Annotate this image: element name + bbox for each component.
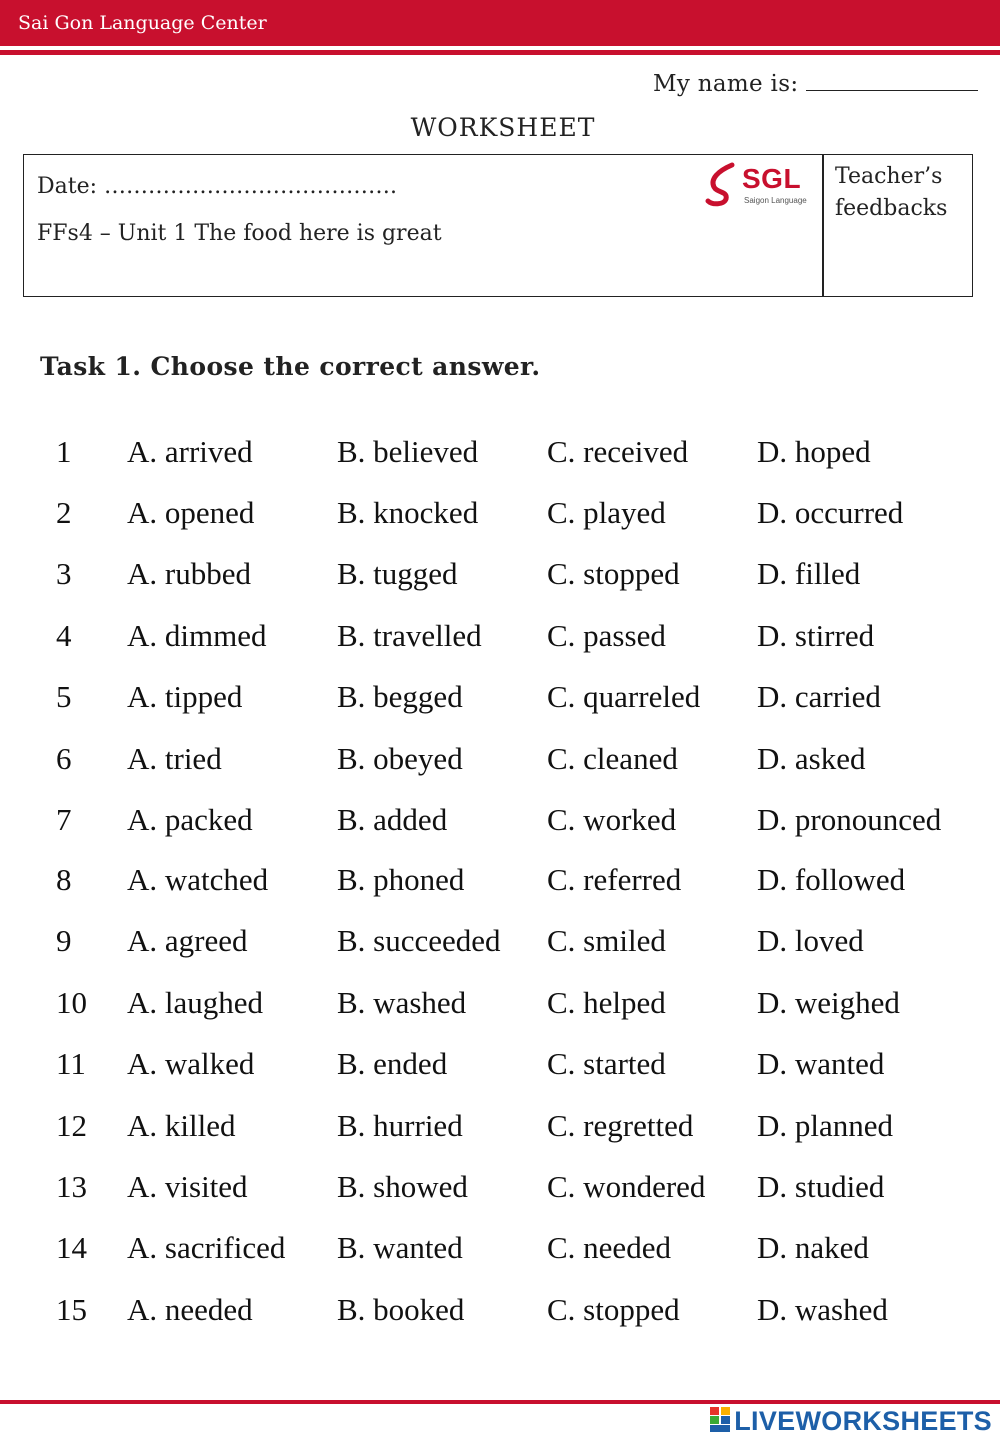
question-number: 2 (56, 495, 72, 530)
header-bar (0, 0, 1000, 46)
option-b[interactable]: B. ended (337, 1046, 448, 1081)
question-row (0, 985, 1000, 1035)
page-title: WORKSHEET (410, 113, 596, 142)
option-b[interactable]: B. booked (337, 1292, 465, 1327)
option-d[interactable]: D. weighed (757, 985, 900, 1020)
liveworksheets-icon (710, 1407, 732, 1433)
option-b[interactable]: B. begged (337, 679, 463, 714)
option-c[interactable]: C. worked (547, 802, 677, 837)
option-d[interactable]: D. wanted (757, 1046, 885, 1081)
option-b[interactable]: B. showed (337, 1169, 468, 1204)
info-box-divider (822, 155, 824, 296)
option-c[interactable]: C. cleaned (547, 741, 678, 776)
option-a[interactable]: A. opened (127, 495, 255, 530)
question-row (0, 556, 1000, 606)
sgl-logo-icon (702, 161, 742, 207)
question-number: 13 (56, 1169, 87, 1204)
footer-divider (0, 1400, 1000, 1404)
option-c[interactable]: C. stopped (547, 1292, 680, 1327)
option-a[interactable]: A. laughed (127, 985, 264, 1020)
question-row (0, 679, 1000, 729)
question-number: 3 (56, 556, 72, 591)
question-number: 11 (56, 1046, 86, 1081)
option-d[interactable]: D. pronounced (757, 802, 942, 837)
header-divider (0, 50, 1000, 55)
option-d[interactable]: D. loved (757, 923, 864, 958)
option-d[interactable]: D. asked (757, 741, 866, 776)
option-c[interactable]: C. stopped (547, 556, 680, 591)
question-row (0, 1230, 1000, 1280)
option-a[interactable]: A. visited (127, 1169, 248, 1204)
option-a[interactable]: A. needed (127, 1292, 253, 1327)
option-b[interactable]: B. knocked (337, 495, 479, 530)
option-b[interactable]: B. obeyed (337, 741, 463, 776)
option-d[interactable]: D. stirred (757, 618, 875, 653)
center-name: Sai Gon Language Center (18, 12, 267, 34)
option-d[interactable]: D. followed (757, 862, 906, 897)
question-number: 1 (56, 434, 72, 469)
option-b[interactable]: B. wanted (337, 1230, 463, 1265)
date-field: Date: …………………………………. (37, 174, 398, 199)
option-d[interactable]: D. planned (757, 1108, 894, 1143)
option-b[interactable]: B. believed (337, 434, 479, 469)
question-number: 10 (56, 985, 87, 1020)
option-c[interactable]: C. regretted (547, 1108, 694, 1143)
option-b[interactable]: B. tugged (337, 556, 458, 591)
option-c[interactable]: C. played (547, 495, 666, 530)
question-row (0, 1292, 1000, 1342)
option-c[interactable]: C. needed (547, 1230, 671, 1265)
name-field (653, 70, 978, 97)
option-a[interactable]: A. packed (127, 802, 253, 837)
option-c[interactable]: C. started (547, 1046, 666, 1081)
question-row (0, 802, 1000, 852)
option-a[interactable]: A. watched (127, 862, 269, 897)
option-a[interactable]: A. walked (127, 1046, 255, 1081)
question-number: 14 (56, 1230, 87, 1265)
option-a[interactable]: A. arrived (127, 434, 253, 469)
question-row (0, 923, 1000, 973)
logo-subtext: Saigon Language (744, 196, 807, 205)
option-c[interactable]: C. passed (547, 618, 666, 653)
option-a[interactable]: A. dimmed (127, 618, 267, 653)
sgl-logo (702, 161, 814, 209)
option-d[interactable]: D. carried (757, 679, 881, 714)
option-d[interactable]: D. occurred (757, 495, 904, 530)
option-c[interactable]: C. smiled (547, 923, 666, 958)
option-d[interactable]: D. naked (757, 1230, 869, 1265)
option-b[interactable]: B. hurried (337, 1108, 463, 1143)
info-box (23, 154, 973, 297)
question-row (0, 1108, 1000, 1158)
question-number: 12 (56, 1108, 87, 1143)
option-b[interactable]: B. succeeded (337, 923, 501, 958)
option-b[interactable]: B. travelled (337, 618, 482, 653)
option-d[interactable]: D. studied (757, 1169, 885, 1204)
teacher-feedback-label: Teacher’s feedbacks (835, 164, 948, 221)
brand-text: LIVEWORKSHEETS (734, 1406, 992, 1436)
question-row (0, 495, 1000, 545)
option-a[interactable]: A. rubbed (127, 556, 251, 591)
option-d[interactable]: D. washed (757, 1292, 888, 1327)
option-a[interactable]: A. tipped (127, 679, 243, 714)
option-c[interactable]: C. helped (547, 985, 666, 1020)
question-number: 7 (56, 802, 72, 837)
option-c[interactable]: C. received (547, 434, 689, 469)
question-row (0, 434, 1000, 484)
option-c[interactable]: C. quarreled (547, 679, 701, 714)
question-number: 8 (56, 862, 72, 897)
option-d[interactable]: D. hoped (757, 434, 871, 469)
liveworksheets-brand[interactable] (710, 1406, 992, 1440)
logo-text: SGL (742, 163, 802, 194)
question-number: 9 (56, 923, 72, 958)
name-blank[interactable] (806, 70, 978, 91)
option-a[interactable]: A. killed (127, 1108, 236, 1143)
option-b[interactable]: B. phoned (337, 862, 465, 897)
name-label: My name is: (653, 71, 799, 97)
option-a[interactable]: A. sacrificed (127, 1230, 286, 1265)
option-c[interactable]: C. wondered (547, 1169, 706, 1204)
question-row (0, 1046, 1000, 1096)
option-a[interactable]: A. agreed (127, 923, 248, 958)
question-number: 6 (56, 741, 72, 776)
question-row (0, 1169, 1000, 1219)
option-b[interactable]: B. added (337, 802, 448, 837)
question-number: 15 (56, 1292, 87, 1327)
question-row (0, 741, 1000, 791)
question-row (0, 618, 1000, 668)
unit-title: FFs4 – Unit 1 The food here is great (37, 221, 442, 246)
question-number: 5 (56, 679, 72, 714)
option-b[interactable]: B. washed (337, 985, 467, 1020)
option-a[interactable]: A. tried (127, 741, 222, 776)
question-number: 4 (56, 618, 72, 653)
option-d[interactable]: D. filled (757, 556, 861, 591)
task-title: Task 1. Choose the correct answer. (40, 352, 541, 381)
option-c[interactable]: C. referred (547, 862, 682, 897)
question-row (0, 862, 1000, 912)
